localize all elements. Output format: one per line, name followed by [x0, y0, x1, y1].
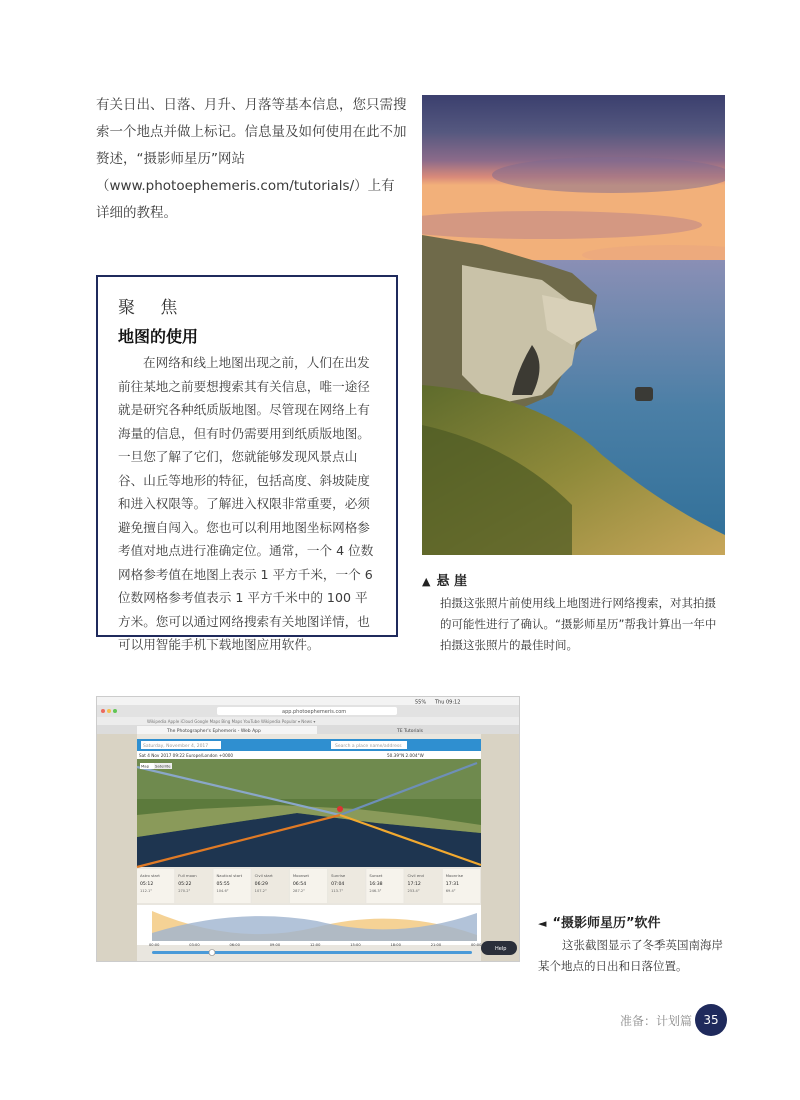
event-cell-label: Full moon	[178, 873, 197, 878]
event-cell-time: 07:04	[331, 882, 345, 887]
event-cell-sub: 104.6°	[216, 889, 229, 893]
help-button[interactable]: Help	[495, 946, 507, 952]
event-cell-label: Moonset	[292, 873, 310, 878]
event-cell-sub: 246.3°	[369, 889, 382, 893]
app-caption	[538, 912, 730, 977]
event-cell-label: Sunset	[369, 873, 383, 878]
event-cell-label: Sunrise	[331, 873, 346, 878]
app-caption-body: 这张截图显示了冬季英国南海岸某个地点的日出和日落位置。	[538, 938, 723, 973]
cliff-photo	[422, 95, 725, 555]
time-axis-tick: 00:00	[471, 943, 482, 947]
app-screenshot	[96, 696, 520, 962]
event-cell-label: Astro start	[140, 873, 160, 878]
svg-text:Wikipedia Apple iCloud Goog: Wikipedia Apple iCloud Google Maps Bing Maps YouTube Wikipedia Popular ▾ News ▾	[147, 719, 316, 724]
clock-text: Thu 09:12	[435, 699, 461, 706]
map-button-satellite: Satellite	[155, 763, 171, 769]
event-cell-sub: 253.4°	[407, 889, 420, 893]
search-field: Search a place name/address	[335, 744, 402, 749]
time-axis-tick: 03:00	[189, 943, 200, 947]
cliff-caption	[422, 570, 726, 656]
map-button-map: Map	[141, 763, 150, 769]
triangle-up-icon: ▲	[422, 575, 431, 588]
date-field: Saturday, November 4, 2017	[143, 744, 209, 749]
time-axis-tick: 18:00	[390, 943, 401, 947]
time-axis-tick: 06:00	[229, 943, 240, 947]
event-cell-time: 06:54	[292, 882, 307, 887]
cliff-caption-heading: 悬 崖	[436, 574, 467, 589]
event-cell-time: 17:31	[445, 882, 460, 887]
event-cell-time: 05:12	[140, 882, 154, 887]
event-cell-time: 06:29	[254, 882, 268, 887]
event-cell-time: 16:38	[369, 882, 383, 887]
focus-box	[96, 275, 398, 652]
event-cell-sub: 287.2°	[292, 889, 305, 893]
event-cell-sub: 270.2°	[178, 889, 191, 893]
event-cell-sub: 112.1°	[140, 889, 153, 893]
event-cell-time: 05:22	[178, 882, 192, 887]
time-axis-tick: 00:00	[149, 943, 160, 947]
event-cell-time: 05:55	[216, 882, 230, 887]
event-cell-time: 17:12	[407, 882, 421, 887]
coords-text: 50.39°N 2.004°W	[387, 753, 424, 758]
cliff-caption-body: 拍摄这张照片前使用线上地图进行网络搜索，对其拍摄的可能性进行了确认。“摄影师星历”帮我计算出一年中拍摄这张照片的最佳时间。	[440, 596, 717, 652]
event-cell-sub: 69.4°	[445, 889, 456, 893]
url-text: app.photoephemeris.com	[282, 709, 347, 715]
section-label: 准备：计划篇	[620, 1014, 693, 1028]
time-axis	[149, 943, 482, 947]
focus-label: 聚 焦	[118, 298, 188, 318]
battery-text: 55%	[415, 699, 427, 706]
focus-title: 地图的使用	[118, 327, 199, 346]
event-cell-label: Civil end	[407, 873, 424, 878]
event-cell-label: Moonrise	[445, 873, 464, 878]
event-cells	[137, 869, 480, 903]
time-axis-tick: 15:00	[350, 943, 361, 947]
tab-right: TE Tutorials	[397, 729, 423, 734]
event-cell-sub: 107.2°	[254, 889, 267, 893]
app-caption-heading: “摄影师星历”软件	[552, 916, 661, 931]
intro-paragraph: 有关日出、日落、月升、月落等基本信息，您只需搜索一个地点并做上标记。信息量及如何使用在此不加赘述，“摄影师星历”网站（www.photoephemeris.com/tutorials/）上有详细的教程。	[96, 97, 407, 221]
time-axis-tick: 21:00	[430, 943, 442, 947]
focus-body: 在网络和线上地图出现之前，人们在出发前往某地之前要想搜索其有关信息，唯一途径就是研究各种纸质版地图。尽管现在网络上有海量的信息，但有时仍需要用到纸质版地图。一旦您了解了它们，您就能够发现风景点山谷、山丘等地形的特征，包括高度、斜坡陡度和进入权限等。了解进入权限非常重要，必须避免擅自闯入。您也可以利用地图坐标网格参考值对地点进行准确定位。通常，一个 4 位数网格参考值在地图上表示 1 平方千米，一个 6 位数网格参考值表示 1 平方千米中的 100 平方米。您可以通过网络搜索有关地图详情，也可以用智能手机下载地图应用软件。	[118, 355, 374, 652]
time-axis-tick: 09:00	[269, 943, 281, 947]
tab-left: The Photographer's Ephemeris - Web App	[167, 729, 261, 734]
triangle-left-icon: ◄	[538, 917, 547, 930]
event-cell-sub: 113.7°	[331, 889, 344, 893]
info-line: Sat 4 Nov 2017 09:22 Europe/London +0000	[139, 753, 234, 758]
app-caption-title	[538, 912, 730, 931]
event-cell-label: Civil start	[254, 873, 273, 878]
time-axis-tick: 12:00	[310, 943, 321, 947]
cliff-caption-title	[422, 570, 726, 589]
event-cell-label: Nautical start	[216, 873, 243, 878]
page-number: 35	[695, 1004, 727, 1036]
